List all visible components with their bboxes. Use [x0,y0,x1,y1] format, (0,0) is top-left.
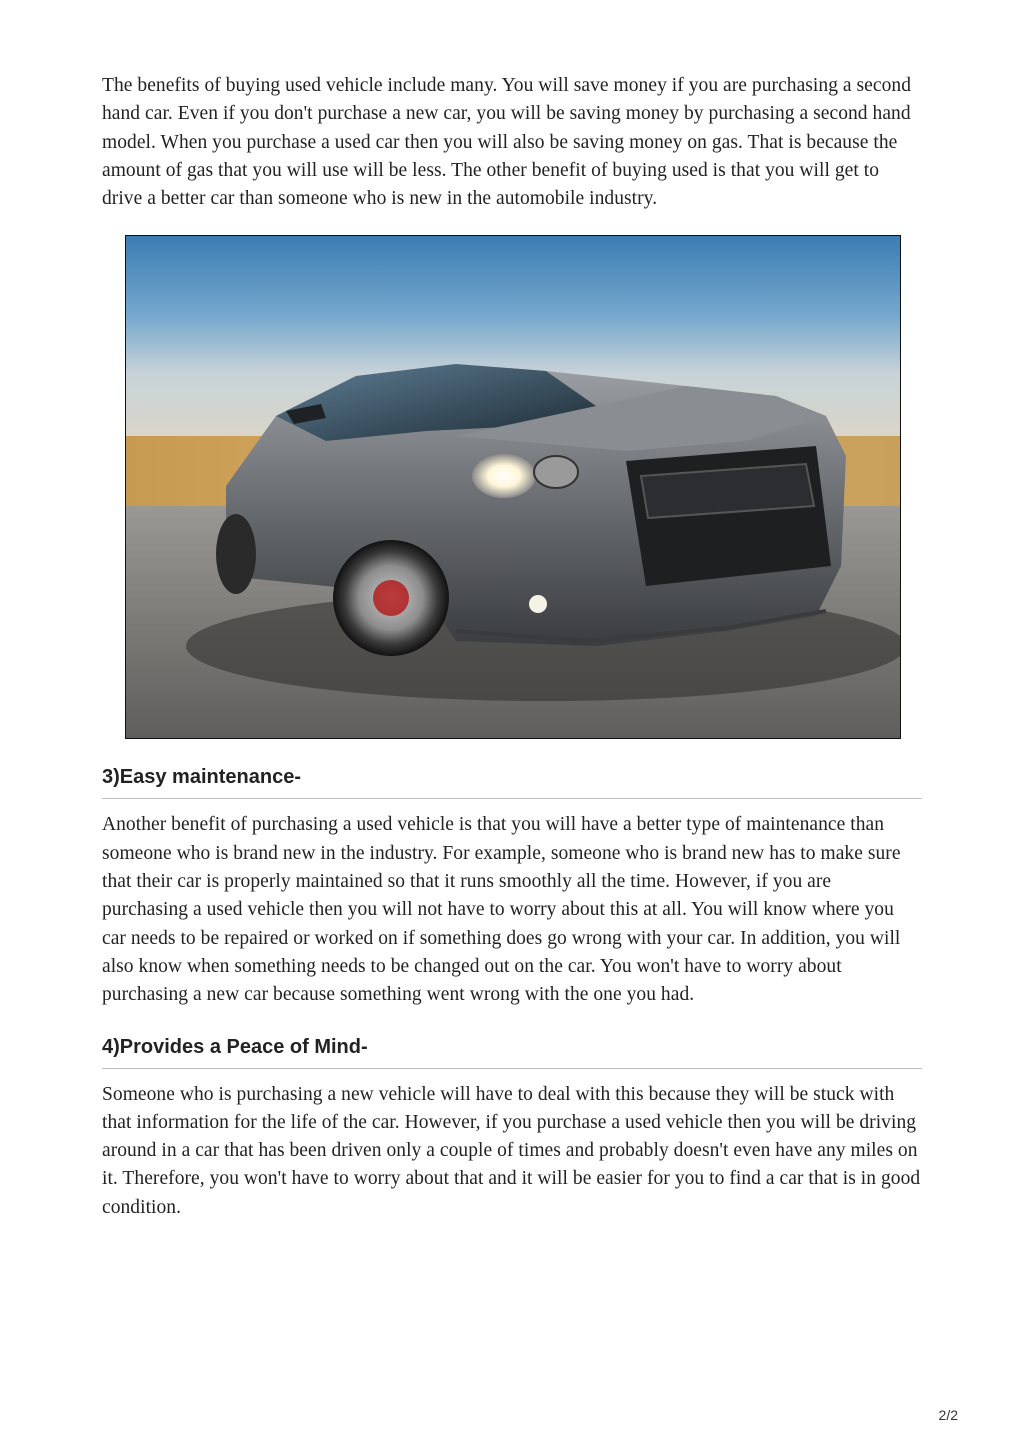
car-photo-illustration [126,236,900,738]
page-number: 2/2 [938,1407,958,1423]
car-photo [125,235,901,739]
intro-paragraph: The benefits of buying used vehicle include many. You will save money if you are purchasing a second hand car. Even if you don't purchase a new car, you will be saving money by purchasing a second hand model. When you purchase a used car then you will also be saving money on gas. That is because the amount of gas that you will use will be less. The other benefit of buying used is that you will get to drive a better car than someone who is new in the automobile industry. [102,75,911,210]
section-title-easy-maintenance: 3)Easy maintenance- [102,765,922,799]
document-page [102,72,922,1222]
section-body-easy-maintenance: Another benefit of purchasing a used vehicle is that you will have a better type of maintenance than someone who is brand new in the industry. For example, someone who is brand new has to make sure that their car is properly maintained so that it runs smoothly all the time. However, if you are purchasing a used vehicle then you will not have to worry about this at all. You will know where you car needs to be repaired or worked on if something does go wrong with your car. In addition, you will also know when something needs to be changed out on the car. You won't have to worry about purchasing a new car because something went wrong with the one you had. [102,814,901,1006]
section-body-peace-of-mind: Someone who is purchasing a new vehicle will have to deal with this because they will be stuck with that information for the life of the car. However, if you purchase a used vehicle then you will be driving around in a car that has been driven only a couple of times and probably doesn't even have any miles on it. Therefore, you won't have to worry about that and it will be easier for you to find a car that is in good condition. [102,1083,921,1218]
section-title-peace-of-mind: 4)Provides a Peace of Mind- [102,1035,922,1069]
